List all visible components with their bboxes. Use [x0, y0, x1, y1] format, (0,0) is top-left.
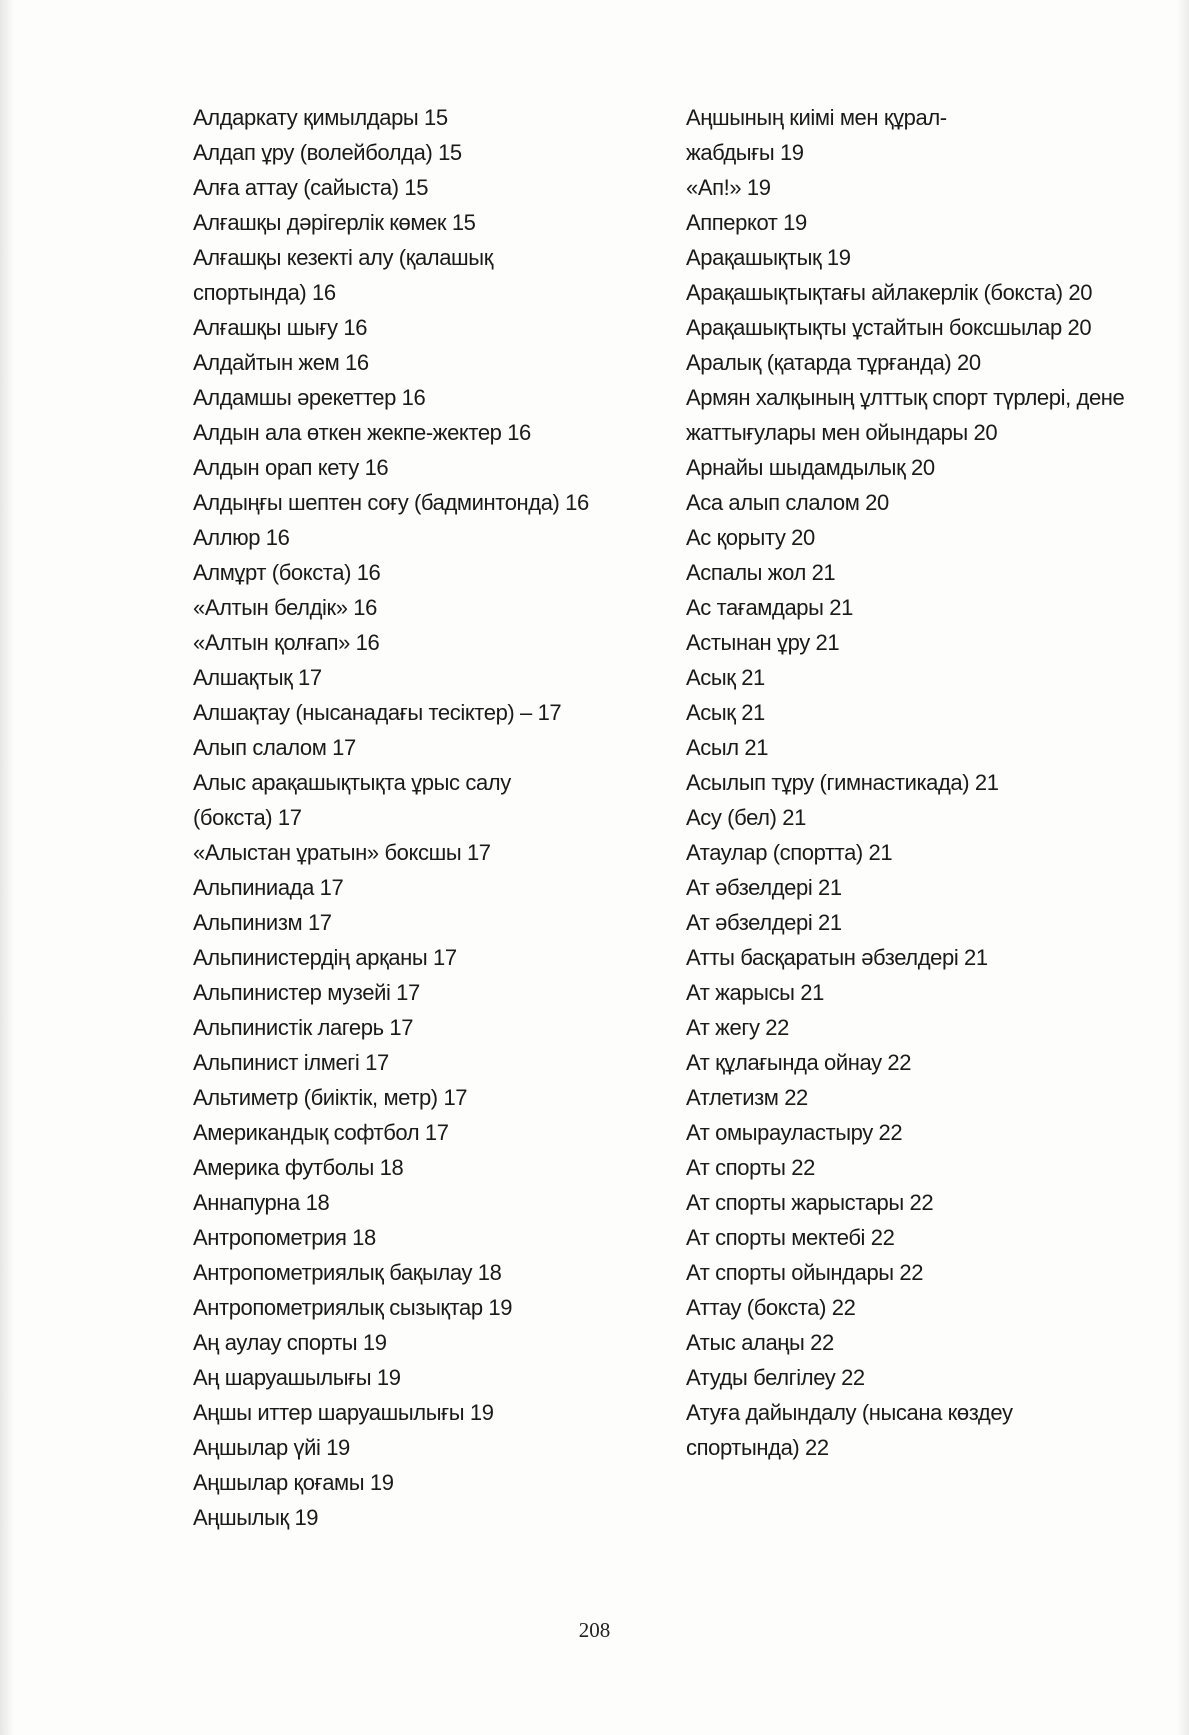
index-entry: Алдын орап кету 16 [193, 455, 389, 480]
index-entry: Ат әбзелдері 21 [686, 875, 842, 900]
index-entry: Алдын ала өткен жекпе-жектер 16 [193, 420, 531, 445]
index-entry: Альпиниада 17 [193, 875, 344, 900]
index-entry: Ат әбзелдері 21 [686, 910, 842, 935]
index-entry: Алыс арақашықтықта ұрыс салу (бокста) 17 [193, 770, 511, 830]
index-entry: Ат спорты 22 [686, 1155, 815, 1180]
index-entry: Аттау (бокста) 22 [686, 1295, 856, 1320]
index-entry: Алға аттау (сайыста) 15 [193, 175, 429, 200]
index-entry: «Алтын қолғап» 16 [193, 630, 380, 655]
index-entry: Алғашқы дәрігерлік көмек 15 [193, 210, 476, 235]
index-column-left [193, 100, 673, 1535]
index-entry: Антропометриялық бақылау 18 [193, 1260, 502, 1285]
index-entry: Аңшылар қоғамы 19 [193, 1470, 394, 1495]
index-entry: «Ап!» 19 [686, 175, 771, 200]
index-entry: Америка футболы 18 [193, 1155, 404, 1180]
index-entry: Антропометрия 18 [193, 1225, 376, 1250]
index-entry: Аңшы иттер шаруашылығы 19 [193, 1400, 494, 1425]
index-entry: Алдамшы әрекеттер 16 [193, 385, 426, 410]
index-entry: Асылып тұру (гимнастикада) 21 [686, 770, 999, 795]
index-entry: Арақашықтықты ұстайтын боксшылар 20 [686, 315, 1092, 340]
index-entry: Аллюр 16 [193, 525, 290, 550]
index-entry: Антропометриялық сызықтар 19 [193, 1295, 513, 1320]
index-entry: Асық 21 [686, 665, 765, 690]
index-entry: Ас тағамдары 21 [686, 595, 853, 620]
index-entry: Арақашықтық 19 [686, 245, 851, 270]
index-entry: Аңшының киімі мен құрал-жабдығы 19 [686, 105, 947, 165]
index-entry: Альпинистердің арқаны 17 [193, 945, 457, 970]
index-entry: Апперкот 19 [686, 210, 807, 235]
index-entry: Алғашқы шығу 16 [193, 315, 368, 340]
index-entry: Арақашықтықтағы айлакерлік (бокста) 20 [686, 280, 1093, 305]
index-entry: Ат спорты мектебі 22 [686, 1225, 895, 1250]
index-entry: Алмұрт (бокста) 16 [193, 560, 381, 585]
index-entry: Алшақтау (нысанадағы тесіктер) – 17 [193, 700, 562, 725]
index-entry: «Алыстан ұратын» боксшы 17 [193, 840, 491, 865]
index-entry: Альтиметр (биіктік, метр) 17 [193, 1085, 468, 1110]
index-entry: Алып слалом 17 [193, 735, 356, 760]
index-entry: Аңшылар үйі 19 [193, 1435, 350, 1460]
index-entry: Аңшылық 19 [193, 1505, 319, 1530]
index-entry: Астынан ұру 21 [686, 630, 840, 655]
index-entry: Аралық (қатарда тұрғанда) 20 [686, 350, 981, 375]
page-number: 208 [578, 1618, 611, 1642]
index-entry: Алғашқы кезекті алу (қалашық спортында) 16 [193, 245, 493, 305]
index-entry: Армян халқының ұлттық спорт түрлері, дене жаттығулары мен ойындары 20 [686, 385, 1125, 445]
index-entry: Ат спорты ойындары 22 [686, 1260, 924, 1285]
index-entry: Американдық софтбол 17 [193, 1120, 449, 1145]
page-right-edge-shadow [1177, 0, 1189, 1735]
index-entry: Алшақтық 17 [193, 665, 322, 690]
index-entry: Арнайы шыдамдылық 20 [686, 455, 935, 480]
index-entry: Атыс алаңы 22 [686, 1330, 834, 1355]
index-entry: Аң аулау спорты 19 [193, 1330, 387, 1355]
index-entry: Альпинистік лагерь 17 [193, 1015, 414, 1040]
index-entry: Аспалы жол 21 [686, 560, 836, 585]
index-entry: «Алтын белдік» 16 [193, 595, 377, 620]
index-entry: Атты басқаратын әбзелдері 21 [686, 945, 988, 970]
index-entry: Асу (бел) 21 [686, 805, 806, 830]
index-entry: Ат жарысы 21 [686, 980, 824, 1005]
index-column-right [686, 100, 1156, 1465]
index-entry: Асық 21 [686, 700, 765, 725]
page-left-edge-shadow [0, 0, 14, 1735]
index-entry: Асыл 21 [686, 735, 769, 760]
index-entry: Атаулар (спортта) 21 [686, 840, 893, 865]
index-entry: Ат спорты жарыстары 22 [686, 1190, 934, 1215]
index-entry: Атуға дайындалу (нысана көздеу спортында) 22 [686, 1400, 1013, 1460]
index-entry: Алдайтын жем 16 [193, 350, 369, 375]
index-entry: Альпинистер музейі 17 [193, 980, 420, 1005]
index-entry: Ат омырауластыру 22 [686, 1120, 903, 1145]
index-entry: Ат жегу 22 [686, 1015, 789, 1040]
index-entry: Ас қорыту 20 [686, 525, 815, 550]
index-entry: Аса алып слалом 20 [686, 490, 889, 515]
index-entry: Альпинист ілмегі 17 [193, 1050, 389, 1075]
index-entry: Аннапурна 18 [193, 1190, 330, 1215]
index-entry: Алдыңғы шептен соғу (бадминтонда) 16 [193, 490, 589, 515]
index-entry: Алдап ұру (волейболда) 15 [193, 140, 462, 165]
index-entry: Алдаркату қимылдары 15 [193, 105, 448, 130]
index-entry: Атуды белгілеу 22 [686, 1365, 865, 1390]
index-entry: Атлетизм 22 [686, 1085, 808, 1110]
index-entry: Ат құлағында ойнау 22 [686, 1050, 912, 1075]
index-entry: Альпинизм 17 [193, 910, 332, 935]
index-entry: Аң шаруашылығы 19 [193, 1365, 401, 1390]
